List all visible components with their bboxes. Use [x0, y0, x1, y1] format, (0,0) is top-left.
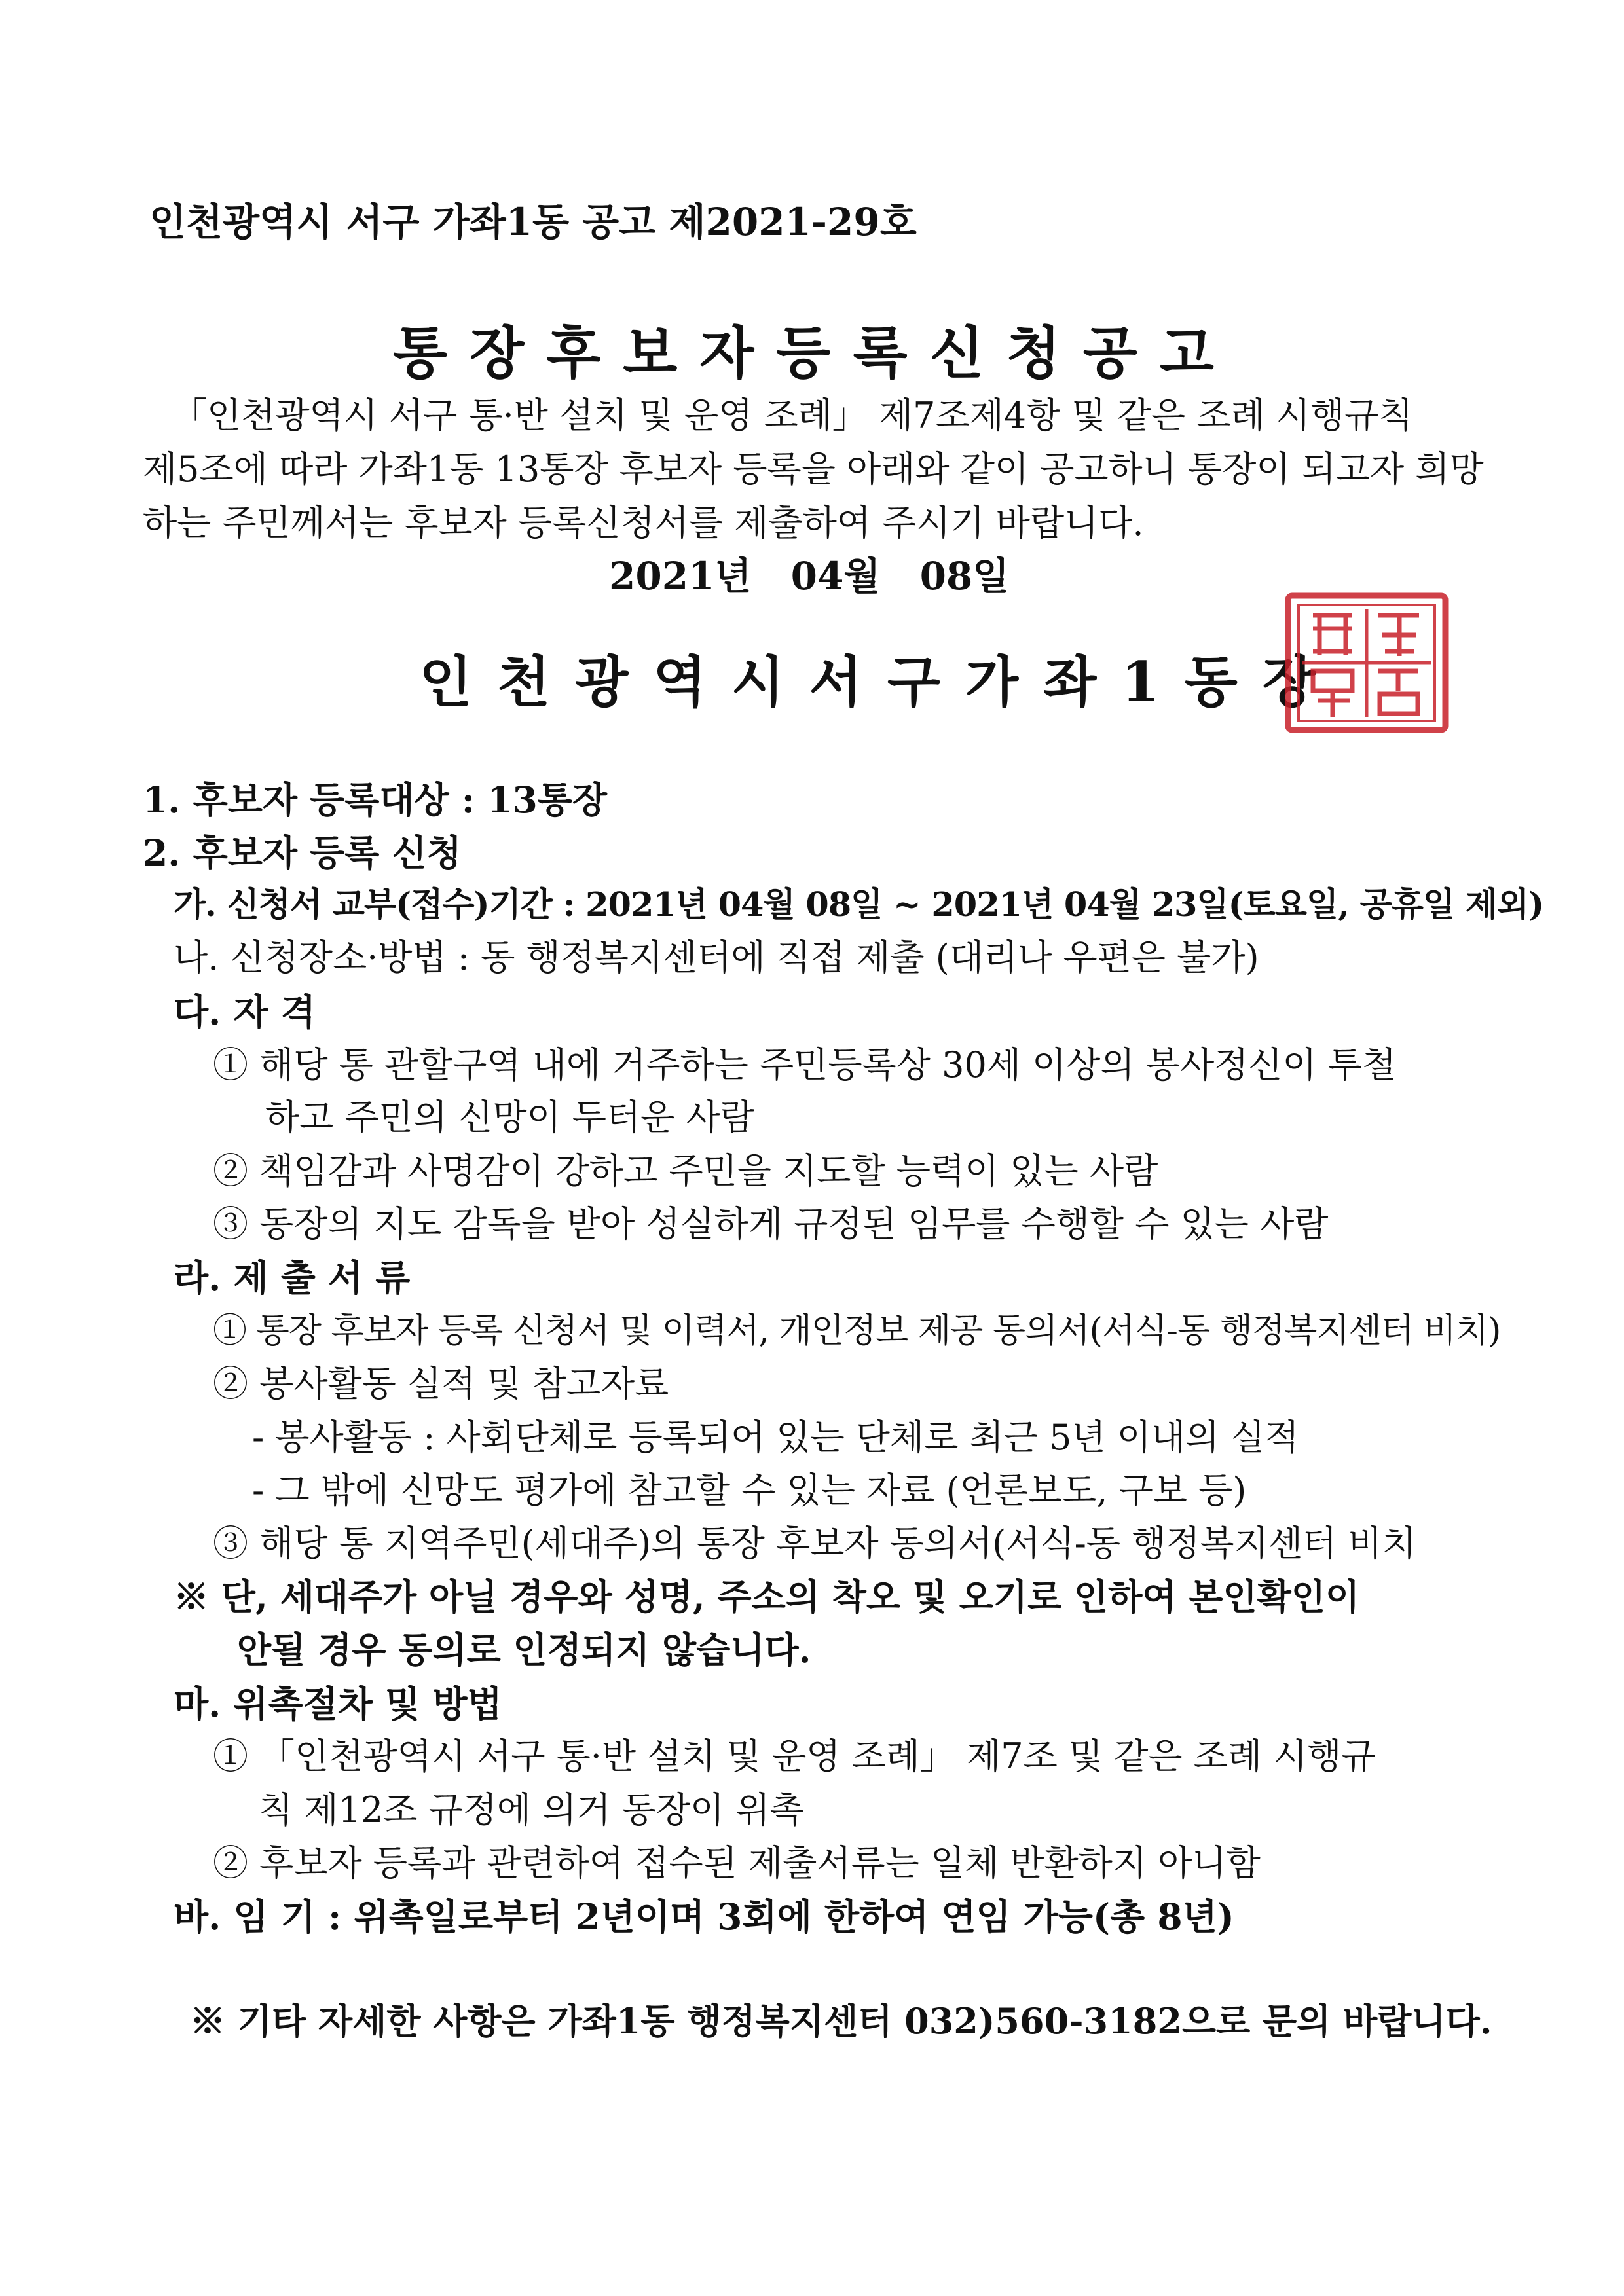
section-da-item-1: ① 해당 통 관할구역 내에 거주하는 주민등록상 30세 이상의 봉사정신이 투철 [213, 1044, 1397, 1085]
section-2-na: 나. 신청장소·방법 : 동 행정복지센터에 직접 제출 (대리나 우편은 불가) [174, 937, 1259, 978]
section-ra-item-1: ① 통장 후보자 등록 신청서 및 이력서, 개인정보 제공 동의서(서식-동 행정복지센터 비치) [213, 1311, 1501, 1351]
section-ba: 바. 임 기 : 위촉일로부터 2년이며 3회에 한하여 연임 가능(총 8년) [174, 1895, 1234, 1938]
section-1: 1. 후보자 등록대상 : 13통장 [143, 778, 608, 821]
section-ra-item-3: ③ 해당 통 지역주민(세대주)의 통장 후보자 동의서(서식-동 행정복지센터 비치 [213, 1523, 1416, 1564]
intro-line-3: 하는 주민께서는 후보자 등록신청서를 제출하여 주시기 바랍니다. [143, 502, 1144, 543]
section-ra-item-2a: - 봉사활동 : 사회단체로 등록되어 있는 단체로 최근 5년 이내의 실적 [252, 1417, 1299, 1458]
official-seal [1280, 589, 1454, 737]
section-ra-item-2b: - 그 밖에 신망도 평가에 참고할 수 있는 자료 (언론보도, 구보 등) [252, 1470, 1247, 1511]
section-ra-title: 라. 제 출 서 류 [174, 1256, 411, 1299]
section-ma-item-1-cont: 칙 제12조 규정에 의거 동장이 위촉 [259, 1789, 804, 1831]
warning-note: ※ 단, 세대주가 아닐 경우와 성명, 주소의 착오 및 오기로 인하여 본인확인이 [174, 1576, 1360, 1618]
section-2: 2. 후보자 등록 신청 [143, 831, 462, 874]
section-da-item-1-cont: 하고 주민의 신망이 두터운 사람 [265, 1097, 754, 1138]
section-ma-item-2: ② 후보자 등록과 관련하여 접수된 제출서류는 일체 반환하지 아니함 [213, 1842, 1261, 1884]
issuer-name: 인천광역시서구가좌1동장 [419, 649, 1341, 714]
intro-line-2: 제5조에 따라 가좌1동 13통장 후보자 등록을 아래와 같이 공고하니 통장이 되고자 희망 [143, 448, 1484, 490]
section-da-item-3: ③ 동장의 지도 감독을 받아 성실하게 규정된 임무를 수행할 수 있는 사람 [213, 1203, 1329, 1245]
section-ra-item-2: ② 봉사활동 실적 및 참고자료 [213, 1363, 669, 1404]
section-2-ga: 가. 신청서 교부(접수)기간 : 2021년 04월 08일 ~ 2021년 04월 23일(토요일, 공휴일 제외) [174, 885, 1544, 924]
warning-note-cont: 안될 경우 동의로 인정되지 않습니다. [237, 1629, 811, 1671]
seal-icon [1280, 589, 1454, 737]
contact-footer: ※ 기타 자세한 사항은 가좌1동 행정복지센터 032)560-3182으로 문의 바랍니다. [190, 2000, 1492, 2042]
section-ma-item-1: ① 「인천광역시 서구 통·반 설치 및 운영 조례」 제7조 및 같은 조례 시행규 [213, 1736, 1376, 1777]
section-da-item-2: ② 책임감과 사명감이 강하고 주민을 지도할 능력이 있는 사람 [213, 1150, 1158, 1192]
notice-date: 2021년 04월 08일 [609, 554, 1010, 598]
intro-line-1: 「인천광역시 서구 통·반 설치 및 운영 조례」 제7조제4항 및 같은 조례 시행규칙 [172, 395, 1413, 436]
notice-number: 인천광역시 서구 가좌1동 공고 제2021-29호 [149, 200, 917, 244]
section-da-title: 다. 자 격 [174, 991, 316, 1033]
section-ma-title: 마. 위촉절차 및 방법 [174, 1683, 502, 1725]
notice-title: 통장후보자등록신청공고 [393, 320, 1236, 386]
